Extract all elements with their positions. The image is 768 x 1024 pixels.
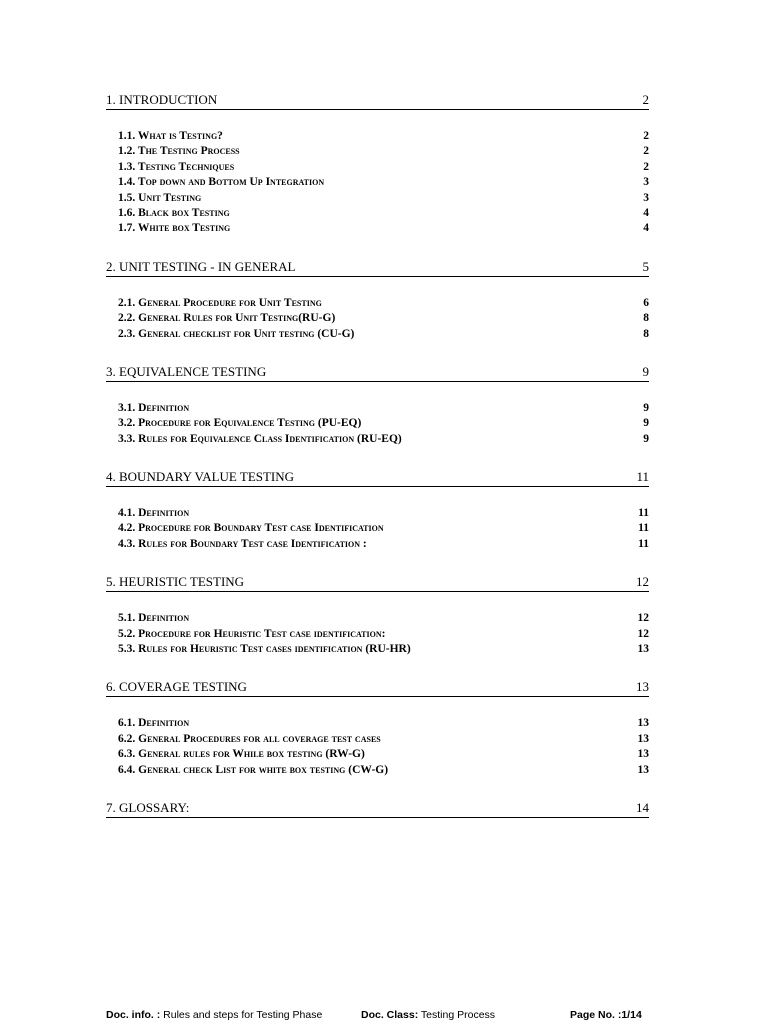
toc-entry-title: 2.1. General Procedure for Unit Testing xyxy=(118,296,322,309)
toc-entry-page-number: 8 xyxy=(643,312,649,325)
toc-entry-title: 1.4. Top down and Bottom Up Integration xyxy=(118,176,325,189)
toc-entry[interactable] xyxy=(118,191,649,206)
toc-section-title: 6. COVERAGE TESTING xyxy=(106,679,247,695)
toc-section xyxy=(106,800,649,818)
toc-entry[interactable] xyxy=(118,763,649,778)
toc-section-page-number: 2 xyxy=(642,92,649,107)
toc-section-title: 7. GLOSSARY: xyxy=(106,799,190,815)
doc-info-value: Rules and steps for Testing Phase xyxy=(160,1009,323,1021)
toc-section-heading[interactable] xyxy=(106,92,649,110)
toc-entry-page-number: 11 xyxy=(638,522,649,535)
toc-section xyxy=(106,574,649,657)
toc-entry-title: 2.2. General Rules for Unit Testing(RU-G) xyxy=(118,312,336,325)
toc-section-title: 2. UNIT TESTING - IN GENERAL xyxy=(106,258,296,274)
toc-entry[interactable] xyxy=(118,627,649,642)
toc-section xyxy=(106,92,649,237)
toc-section xyxy=(106,259,649,342)
toc-section-title: 3. EQUIVALENCE TESTING xyxy=(106,363,267,379)
toc-entry-page-number: 13 xyxy=(637,717,649,730)
toc-entry[interactable] xyxy=(118,175,649,190)
toc-subsection-list xyxy=(118,129,649,237)
toc-entry[interactable] xyxy=(118,311,649,326)
toc-entry-title: 5.2. Procedure for Heuristic Test case identification: xyxy=(118,627,386,640)
toc-entry-page-number: 3 xyxy=(643,176,649,189)
toc-section-title: 4. BOUNDARY VALUE TESTING xyxy=(106,469,295,485)
toc-section-heading[interactable] xyxy=(106,574,649,592)
toc-section-title: 5. HEURISTIC TESTING xyxy=(106,574,245,590)
doc-class-label: Doc. Class: xyxy=(361,1009,419,1021)
doc-class-value: Testing Process xyxy=(418,1009,496,1021)
toc-entry[interactable] xyxy=(118,160,649,175)
toc-entry-page-number: 2 xyxy=(643,145,649,158)
toc-section-heading[interactable] xyxy=(106,800,649,818)
doc-info xyxy=(106,1009,322,1022)
toc-subsection-list xyxy=(118,506,649,552)
toc-entry-page-number: 8 xyxy=(643,327,649,340)
toc-entry-page-number: 2 xyxy=(643,130,649,142)
toc-entry-page-number: 6 xyxy=(643,296,649,309)
toc-entry-title: 1.2. The Testing Process xyxy=(118,145,240,158)
toc-entry-page-number: 11 xyxy=(638,507,649,520)
toc-entry[interactable] xyxy=(118,732,649,747)
toc-section-heading[interactable] xyxy=(106,469,649,487)
toc-entry-page-number: 9 xyxy=(643,417,649,430)
toc-entry[interactable] xyxy=(118,327,649,342)
toc-entry[interactable] xyxy=(118,537,649,552)
toc-subsection-list xyxy=(118,401,649,447)
page-number-label: Page No. :1/14 xyxy=(570,1009,642,1021)
toc-entry-page-number: 12 xyxy=(637,612,649,625)
toc-section-heading[interactable] xyxy=(106,679,649,697)
toc-section-page-number: 11 xyxy=(636,469,649,485)
toc-section-heading[interactable] xyxy=(106,259,649,277)
toc-entry-page-number: 3 xyxy=(643,191,649,204)
toc-entry-title: 6.1. Definition xyxy=(118,717,190,730)
toc-entry[interactable] xyxy=(118,432,649,447)
toc-entry-page-number: 4 xyxy=(643,206,649,219)
toc-entry[interactable] xyxy=(118,221,649,236)
toc-section-heading[interactable] xyxy=(106,364,649,382)
toc-entry[interactable] xyxy=(118,642,649,657)
toc-entry-title: 1.6. Black box Testing xyxy=(118,206,230,219)
toc-entry[interactable] xyxy=(118,416,649,431)
toc-subsection-list xyxy=(118,296,649,342)
toc-section-title: 1. INTRODUCTION xyxy=(106,92,218,107)
toc-entry[interactable] xyxy=(118,401,649,416)
toc-section xyxy=(106,469,649,552)
toc-entry-title: 6.4. General check List for white box testing (CW-G) xyxy=(118,763,389,776)
toc-entry-title: 6.3. General rules for While box testing (RW-G) xyxy=(118,748,365,761)
toc-entry-title: 1.7. White box Testing xyxy=(118,222,231,235)
toc-entry-title: 1.3. Testing Techniques xyxy=(118,160,235,173)
toc-section xyxy=(106,679,649,778)
toc-entry[interactable] xyxy=(118,611,649,626)
toc-entry-page-number: 4 xyxy=(643,222,649,235)
toc-entry[interactable] xyxy=(118,521,649,536)
toc-entry-page-number: 13 xyxy=(637,763,649,776)
toc-entry[interactable] xyxy=(118,747,649,762)
toc-section-page-number: 12 xyxy=(636,574,649,590)
toc-entry[interactable] xyxy=(118,506,649,521)
toc-entry[interactable] xyxy=(118,296,649,311)
toc-section-page-number: 14 xyxy=(636,799,649,815)
toc-entry-title: 5.3. Rules for Heuristic Test cases identification (RU-HR) xyxy=(118,643,411,656)
toc-entry-title: 3.2. Procedure for Equivalence Testing (PU-EQ) xyxy=(118,417,362,430)
toc-entry-page-number: 13 xyxy=(637,732,649,745)
page-number xyxy=(570,1009,642,1022)
toc-entry-title: 1.1. What is Testing? xyxy=(118,130,223,142)
toc-entry-title: 6.2. General Procedures for all coverage test cases xyxy=(118,732,381,745)
toc-entry-page-number: 9 xyxy=(643,432,649,445)
toc-section-page-number: 13 xyxy=(636,679,649,695)
toc-entry-page-number: 2 xyxy=(643,160,649,173)
toc-entry-title: 3.1. Definition xyxy=(118,401,190,414)
toc-entry[interactable] xyxy=(118,206,649,221)
toc-entry-page-number: 12 xyxy=(637,627,649,640)
toc-section-page-number: 9 xyxy=(642,363,649,379)
toc-entry-title: 4.2. Procedure for Boundary Test case Identification xyxy=(118,522,384,535)
toc-entry[interactable] xyxy=(118,129,649,144)
toc-subsection-list xyxy=(118,611,649,657)
toc-entry-title: 3.3. Rules for Equivalence Class Identification (RU-EQ) xyxy=(118,432,402,445)
doc-class xyxy=(361,1009,495,1022)
toc-entry-page-number: 13 xyxy=(637,748,649,761)
toc-section xyxy=(106,364,649,447)
toc-entry[interactable] xyxy=(118,716,649,731)
table-of-contents xyxy=(106,92,649,837)
toc-entry-title: 5.1. Definition xyxy=(118,612,190,625)
toc-subsection-list xyxy=(118,716,649,778)
toc-entry-title: 2.3. General checklist for Unit testing (CU-G) xyxy=(118,327,355,340)
toc-entry-page-number: 11 xyxy=(638,537,649,550)
doc-info-label: Doc. info. : xyxy=(106,1009,161,1021)
toc-entry[interactable] xyxy=(118,144,649,159)
toc-entry-title: 4.1. Definition xyxy=(118,507,190,520)
toc-entry-title: 4.3. Rules for Boundary Test case Identification : xyxy=(118,537,367,550)
toc-entry-page-number: 9 xyxy=(643,401,649,414)
toc-entry-title: 1.5. Unit Testing xyxy=(118,191,202,204)
toc-entry-page-number: 13 xyxy=(637,643,649,656)
toc-section-page-number: 5 xyxy=(642,258,649,274)
